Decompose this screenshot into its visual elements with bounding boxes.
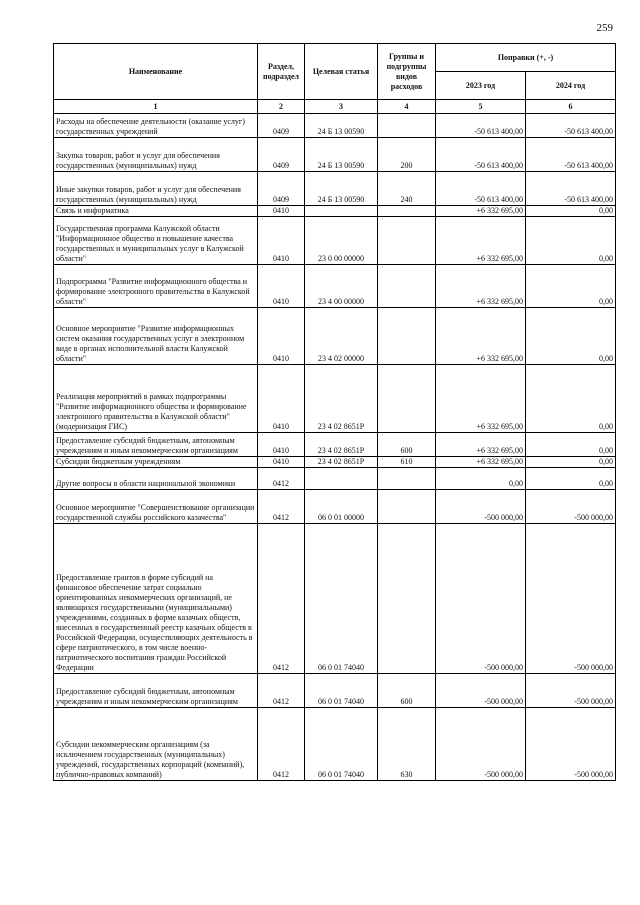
- header-year-2024: 2024 год: [526, 72, 616, 100]
- row-amount-2024: 0,00: [526, 433, 616, 457]
- row-name: Предоставление грантов в форме субсидий на финансовое обеспечение затрат социально ориентированных некоммерческих организаций, не являющихся государственными (муниципальными) учреждениями, созданных в форме казачьих обществ, внесенных в государственный реестр казачьих обществ в Российской Федерации, осуществляющих деятельность в сфере патриотического, в том числе военно-патриотического воспитания граждан Российской Федерации: [54, 524, 258, 674]
- row-section-code: 0412: [258, 674, 305, 708]
- row-expense-group: [378, 468, 436, 490]
- column-number-row: [54, 100, 616, 114]
- row-amount-2024: -500 000,00: [526, 490, 616, 524]
- table-row: [54, 308, 616, 365]
- row-amount-2023: +6 332 695,00: [436, 265, 526, 308]
- table-row: [54, 138, 616, 172]
- table-row: [54, 524, 616, 674]
- row-target-article: 24 Б 13 00590: [305, 114, 378, 138]
- row-expense-group: 600: [378, 674, 436, 708]
- row-expense-group: [378, 308, 436, 365]
- row-amount-2024: -500 000,00: [526, 674, 616, 708]
- row-target-article: 23 4 02 8651P: [305, 457, 378, 468]
- row-expense-group: [378, 217, 436, 265]
- table-row: [54, 490, 616, 524]
- row-target-article: 23 4 00 00000: [305, 265, 378, 308]
- row-target-article: [305, 206, 378, 217]
- row-name: Субсидии бюджетным учреждениям: [54, 457, 258, 468]
- row-amount-2024: -50 613 400,00: [526, 114, 616, 138]
- row-section-code: 0412: [258, 468, 305, 490]
- row-amount-2023: +6 332 695,00: [436, 206, 526, 217]
- row-target-article: 23 4 02 8651P: [305, 365, 378, 433]
- row-name: Основное мероприятие "Развитие информационных систем оказания государственных услуг в электронном виде в органах исполнительной власти Калужской области": [54, 308, 258, 365]
- header-group: Группы и подгруппы видов расходов: [378, 44, 436, 100]
- row-name: Иные закупки товаров, работ и услуг для обеспечения государственных (муниципальных) нужд: [54, 172, 258, 206]
- table-row: [54, 265, 616, 308]
- row-amount-2023: -500 000,00: [436, 708, 526, 781]
- row-amount-2024: -50 613 400,00: [526, 172, 616, 206]
- row-target-article: 06 0 01 74040: [305, 524, 378, 674]
- header-amendments: Поправки (+, -): [436, 44, 616, 72]
- row-amount-2023: -500 000,00: [436, 490, 526, 524]
- row-target-article: 06 0 01 74040: [305, 674, 378, 708]
- row-amount-2023: -50 613 400,00: [436, 114, 526, 138]
- row-expense-group: 600: [378, 433, 436, 457]
- row-name: Связь и информатика: [54, 206, 258, 217]
- row-expense-group: 200: [378, 138, 436, 172]
- header-name: Наименование: [54, 44, 258, 100]
- row-name: Основное мероприятие "Совершенствование организации государственной службы российского казачества": [54, 490, 258, 524]
- table-row: [54, 674, 616, 708]
- table-row: [54, 433, 616, 457]
- row-target-article: [305, 468, 378, 490]
- row-section-code: 0412: [258, 708, 305, 781]
- row-name: Подпрограмма "Развитие информационного общества и формирование электронного правительства в Калужской области": [54, 265, 258, 308]
- row-amount-2024: 0,00: [526, 468, 616, 490]
- row-amount-2024: 0,00: [526, 308, 616, 365]
- row-amount-2024: 0,00: [526, 206, 616, 217]
- row-amount-2024: -500 000,00: [526, 524, 616, 674]
- row-amount-2023: -500 000,00: [436, 674, 526, 708]
- row-name: Субсидии некоммерческим организациям (за исключением государственных (муниципальных) учреждений, государственных корпораций (компаний), публично-правовых компаний): [54, 708, 258, 781]
- row-amount-2023: +6 332 695,00: [436, 433, 526, 457]
- row-target-article: 24 Б 13 00590: [305, 172, 378, 206]
- row-expense-group: 630: [378, 708, 436, 781]
- row-expense-group: [378, 524, 436, 674]
- row-section-code: 0412: [258, 524, 305, 674]
- column-number: 2: [258, 100, 305, 114]
- row-amount-2023: +6 332 695,00: [436, 365, 526, 433]
- row-target-article: 06 0 01 00000: [305, 490, 378, 524]
- row-name: Реализация мероприятий в рамках подпрограммы "Развитие информационного общества и формирование электронного правительства в Калужской области" (модернизация ГИС): [54, 365, 258, 433]
- row-name: Расходы на обеспечение деятельности (оказание услуг) государственных учреждений: [54, 114, 258, 138]
- header-year-2023: 2023 год: [436, 72, 526, 100]
- column-number: 3: [305, 100, 378, 114]
- row-section-code: 0410: [258, 433, 305, 457]
- row-section-code: 0409: [258, 172, 305, 206]
- row-expense-group: 240: [378, 172, 436, 206]
- table-row: [54, 468, 616, 490]
- row-target-article: 23 4 02 00000: [305, 308, 378, 365]
- budget-amendments-table: [53, 43, 616, 781]
- header-section: Раздел, подраздел: [258, 44, 305, 100]
- row-target-article: 06 0 01 74040: [305, 708, 378, 781]
- column-number: 6: [526, 100, 616, 114]
- row-amount-2023: +6 332 695,00: [436, 457, 526, 468]
- table-row: [54, 365, 616, 433]
- column-number: 4: [378, 100, 436, 114]
- row-name: Закупка товаров, работ и услуг для обеспечения государственных (муниципальных) нужд: [54, 138, 258, 172]
- row-amount-2024: -50 613 400,00: [526, 138, 616, 172]
- row-name: Предоставление субсидий бюджетным, автономным учреждениям и иным некоммерческим организациям: [54, 433, 258, 457]
- row-section-code: 0410: [258, 265, 305, 308]
- table-row: [54, 172, 616, 206]
- row-amount-2024: -500 000,00: [526, 708, 616, 781]
- row-section-code: 0409: [258, 114, 305, 138]
- table-row: [54, 217, 616, 265]
- row-section-code: 0410: [258, 365, 305, 433]
- row-section-code: 0410: [258, 308, 305, 365]
- page-number: 259: [596, 22, 613, 34]
- table-row: [54, 206, 616, 217]
- header-target: Целевая статья: [305, 44, 378, 100]
- row-amount-2024: 0,00: [526, 365, 616, 433]
- row-amount-2023: -50 613 400,00: [436, 172, 526, 206]
- table-row: [54, 457, 616, 468]
- row-section-code: 0409: [258, 138, 305, 172]
- row-name: Другие вопросы в области национальной экономики: [54, 468, 258, 490]
- row-target-article: 23 0 00 00000: [305, 217, 378, 265]
- row-amount-2023: +6 332 695,00: [436, 308, 526, 365]
- row-name: Государственная программа Калужской области "Информационное общество и повышение качества государственных и муниципальных услуг в Калужской области": [54, 217, 258, 265]
- column-number: 5: [436, 100, 526, 114]
- row-expense-group: 610: [378, 457, 436, 468]
- row-expense-group: [378, 490, 436, 524]
- row-name: Предоставление субсидий бюджетным, автономным учреждениям и иным некоммерческим организациям: [54, 674, 258, 708]
- column-number: 1: [54, 100, 258, 114]
- table-row: [54, 708, 616, 781]
- row-target-article: 23 4 02 8651P: [305, 433, 378, 457]
- row-amount-2023: -500 000,00: [436, 524, 526, 674]
- row-amount-2024: 0,00: [526, 217, 616, 265]
- table-row: [54, 114, 616, 138]
- row-section-code: 0410: [258, 217, 305, 265]
- row-expense-group: [378, 265, 436, 308]
- row-amount-2023: -50 613 400,00: [436, 138, 526, 172]
- row-amount-2023: +6 332 695,00: [436, 217, 526, 265]
- row-target-article: 24 Б 13 00590: [305, 138, 378, 172]
- row-section-code: 0410: [258, 206, 305, 217]
- row-expense-group: [378, 206, 436, 217]
- row-section-code: 0410: [258, 457, 305, 468]
- row-amount-2024: 0,00: [526, 457, 616, 468]
- row-expense-group: [378, 365, 436, 433]
- row-expense-group: [378, 114, 436, 138]
- row-amount-2024: 0,00: [526, 265, 616, 308]
- row-amount-2023: 0,00: [436, 468, 526, 490]
- row-section-code: 0412: [258, 490, 305, 524]
